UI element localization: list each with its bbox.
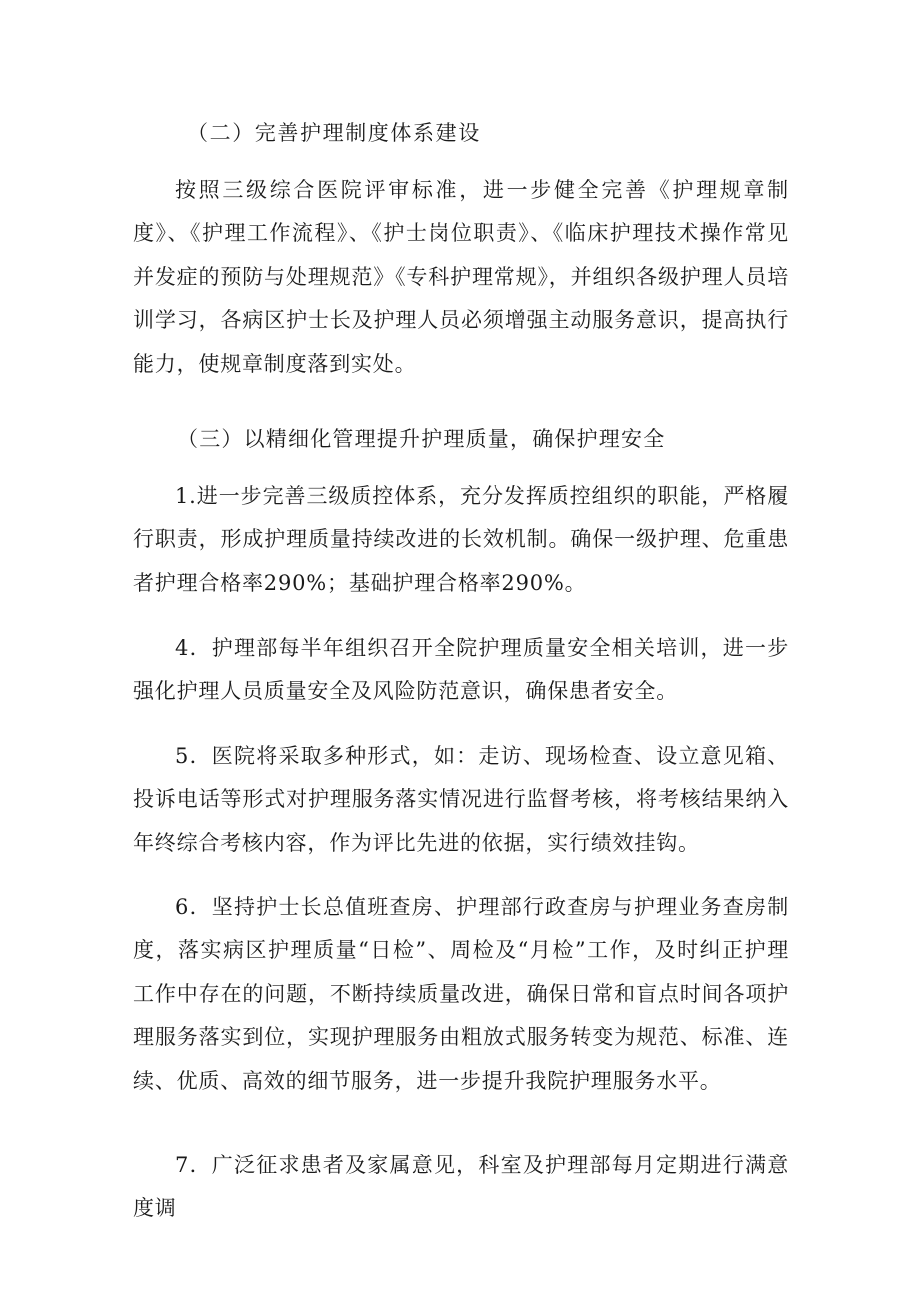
list-item-6: 6．坚持护士长总值班查房、护理部行政查房与护理业务查房制度，落实病区护理质量“日检”、周检及“月检”工作，及时纠正护理工作中存在的问题，不断持续质量改进，确保日常和盲点时间各项护理服务落实到位，实现护理服务由粗放式服务转变为规范、标准、连续、优质、高效的细节服务，进一步提升我院护理服务水平。 [133,895,789,1093]
list-item-1: 1.进一步完善三级质控体系，充分发挥质控组织的职能，严格履行职责，形成护理质量持续改进的长效机制。确保一级护理、危重患者护理合格率290%；基础护理合格率290%。 [133,484,789,595]
section-heading-2: （二）完善护理制度体系建设 [187,121,481,145]
list-item-4: 4．护理部每半年组织召开全院护理质量安全相关培训，进一步强化护理人员质量安全及风险防范意识，确保患者安全。 [133,636,789,704]
list-item-5: 5．医院将采取多种形式，如：走访、现场检查、设立意见箱、投诉电话等形式对护理服务落实情况进行监督考核，将考核结果纳入年终综合考核内容，作为评比先进的依据，实行绩效挂钩。 [133,744,789,855]
section-2-paragraph: 按照三级综合医院评审标准，进一步健全完善《护理规章制度》、《护理工作流程》、《护士岗位职责》、《临床护理技术操作常见并发症的预防与处理规范》《专科护理常规》，并组织各级护理人员培训学习，各病区护士长及护理人员必须增强主动服务意识，提高执行能力，使规章制度落到实处。 [133,178,789,376]
section-heading-3: （三）以精细化管理提升护理质量，确保护理安全 [177,427,666,451]
list-item-7: 7．广泛征求患者及家属意见，科室及护理部每月定期进行满意度调 [133,1153,789,1221]
